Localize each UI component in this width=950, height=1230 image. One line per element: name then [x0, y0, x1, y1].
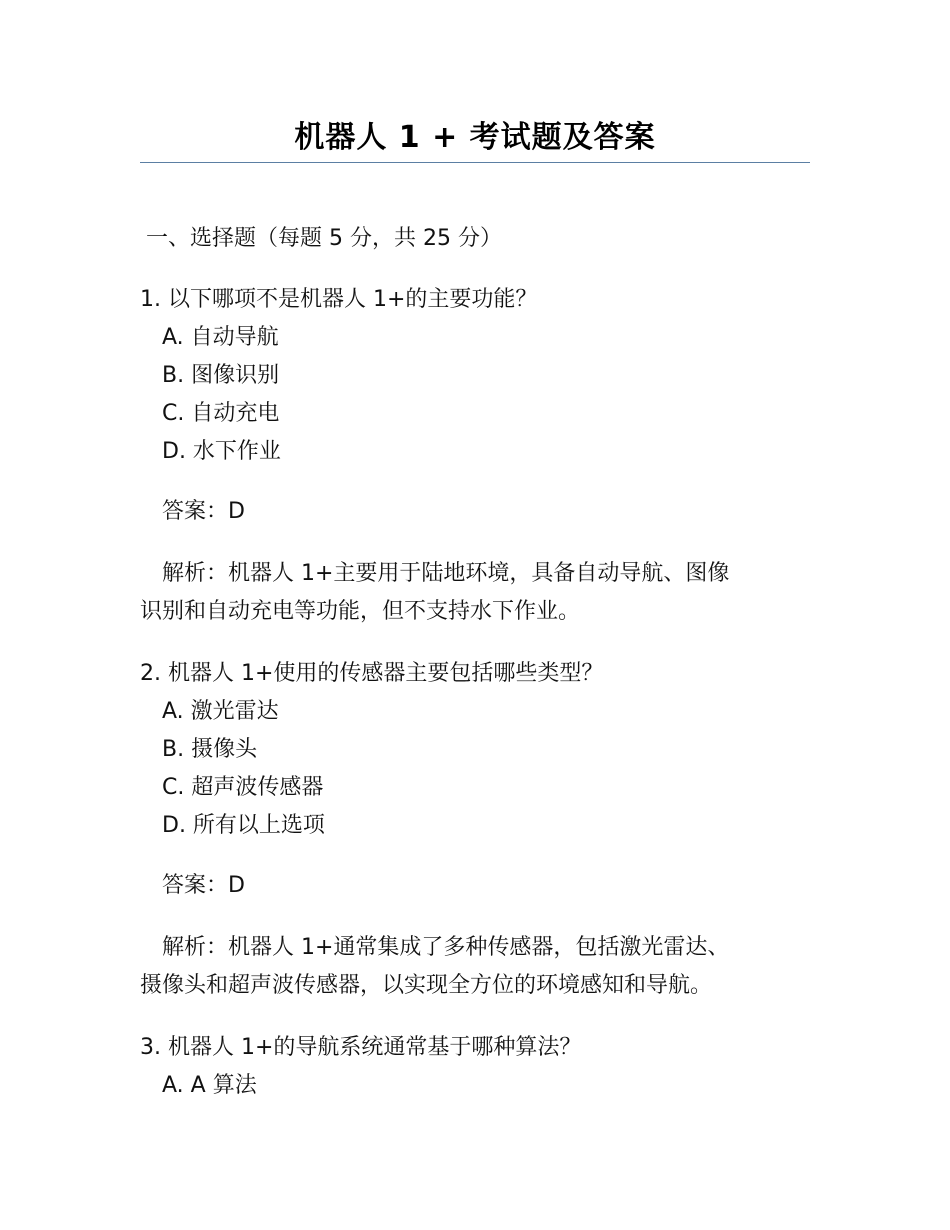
question-1-explanation: [140, 555, 810, 631]
option-d: D. 所有以上选项: [162, 813, 325, 838]
question-2-explanation: [140, 929, 810, 1005]
option-c: C. 自动充电: [162, 401, 280, 426]
option-c: C. 超声波传感器: [162, 775, 324, 800]
explanation-line: 解析：机器人 1+通常集成了多种传感器，包括激光雷达、: [162, 935, 730, 960]
question-1-options: [162, 319, 281, 471]
question-2-options: [162, 693, 325, 845]
title-divider: [140, 162, 810, 163]
option-d: D. 水下作业: [162, 439, 281, 464]
question-3-stem: 3. 机器人 1+的导航系统通常基于哪种算法？: [140, 1035, 582, 1060]
question-2-stem: 2. 机器人 1+使用的传感器主要包括哪些类型？: [140, 661, 604, 686]
option-b: B. 摄像头: [162, 737, 258, 762]
question-1-answer: 答案：D: [162, 499, 245, 524]
explanation-line: 解析：机器人 1+主要用于陆地环境，具备自动导航、图像: [162, 561, 730, 586]
option-a: A. 激光雷达: [162, 699, 279, 724]
option-a: A. 自动导航: [162, 325, 279, 350]
question-1-stem: 1. 以下哪项不是机器人 1+的主要功能？: [140, 287, 538, 312]
explanation-line: 摄像头和超声波传感器，以实现全方位的环境感知和导航。: [140, 973, 713, 998]
question-3-options: [162, 1067, 257, 1105]
question-2-answer: 答案：D: [162, 873, 245, 898]
option-b: B. 图像识别: [162, 363, 280, 388]
section-heading: 一、选择题（每题 5 分，共 25 分）: [146, 226, 502, 251]
page-title: 机器人 1 + 考试题及答案: [294, 120, 656, 155]
option-a: A. A 算法: [162, 1073, 257, 1098]
explanation-line: 识别和自动充电等功能，但不支持水下作业。: [140, 599, 581, 624]
